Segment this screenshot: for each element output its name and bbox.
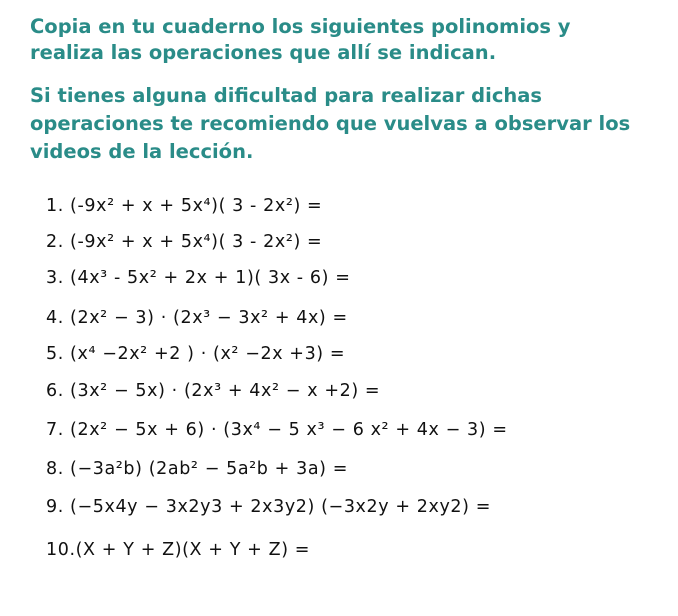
instructions-paragraph-1 [30,14,630,66]
exercise-item: 10.(X + Y + Z)(X + Y + Z) = [46,540,311,560]
instruction-line: realiza las operaciones que allí se indican. [30,41,497,64]
exercise-item: 1. (-9x² + x + 5x⁴)( 3 - 2x²) = [46,196,323,216]
exercise-item: 3. (4x³ - 5x² + 2x + 1)( 3x - 6) = [46,268,351,288]
exercise-item: 5. (x⁴ −2x² +2 ) · (x² −2x +3) = [46,344,346,364]
instruction-line: Copia en tu cuaderno los siguientes polinomios y [30,15,571,38]
exercise-item: 6. (3x² − 5x) · (2x³ + 4x² − x +2) = [46,381,381,401]
exercise-item: 7. (2x² − 5x + 6) · (3x⁴ − 5 x³ − 6 x² + 4x − 3) = [46,420,508,440]
exercise-item: 2. (-9x² + x + 5x⁴)( 3 - 2x²) = [46,232,323,252]
instruction-line: operaciones te recomiendo que vuelvas a observar los [30,112,631,135]
instruction-line: videos de la lección. [30,140,254,163]
exercise-item: 8. (−3a²b) (2ab² − 5a²b + 3a) = [46,459,349,479]
exercise-item: 9. (−5x4y − 3x2y3 + 2x3y2) (−3x2y + 2xy2) = [46,497,492,517]
instruction-line: Si tienes alguna dificultad para realizar dichas [30,84,543,107]
exercise-item: 4. (2x² − 3) · (2x³ − 3x² + 4x) = [46,308,348,328]
instructions-paragraph-2 [30,82,655,166]
